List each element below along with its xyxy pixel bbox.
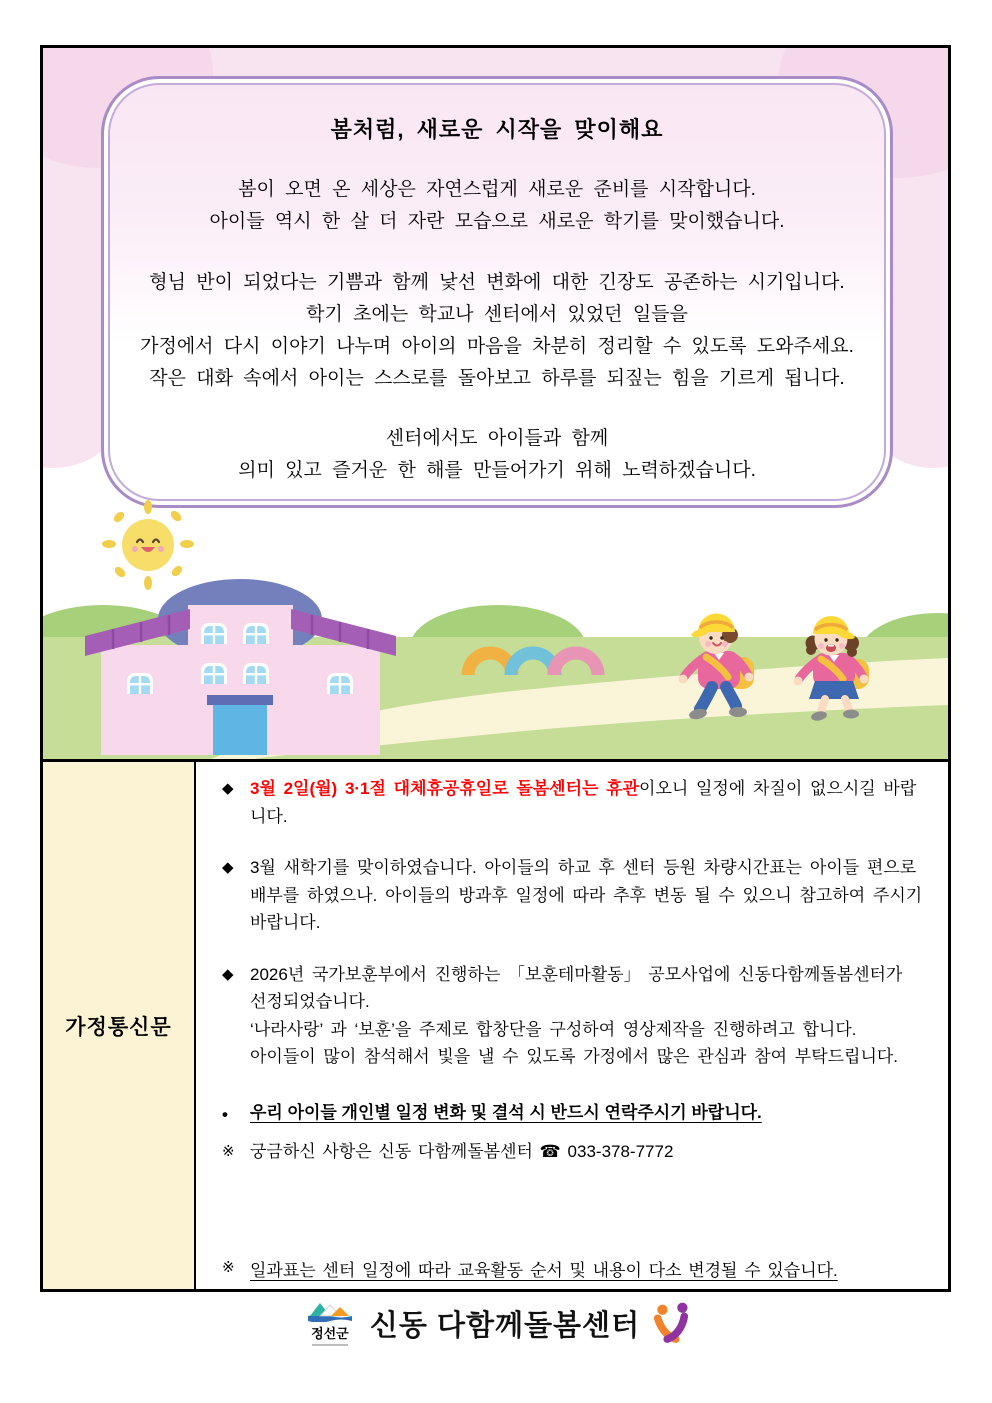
notice-item-rest: 이오니 일정에 차질이 없으시길 바랍니다. — [250, 779, 917, 826]
center-name: 신동 다함께돌봄센터 — [369, 1309, 641, 1342]
greeting-line: 학기 초에는 학교나 센터에서 있었던 일들을 — [306, 303, 688, 325]
notice-label-cell — [43, 762, 196, 1289]
important-notice — [222, 1099, 926, 1128]
notice-item-text: 3월 새학기를 맞이하였습니다. 아이들의 하교 후 센터 등원 차량시간표는 아이들 편으로 배부를 하였으나. 아이들의 방과후 일정에 따라 추후 변동 될 수 있으니 참고하여 주시기 바랍니다. — [250, 858, 923, 933]
greeting-line: 센터에서도 아이들과 함께 — [385, 428, 609, 450]
reference-mark-icon: ※ — [222, 1142, 235, 1160]
notice-item — [222, 961, 926, 1071]
greeting-bubble — [101, 76, 893, 508]
greeting-paragraph — [128, 423, 866, 487]
footer — [0, 1300, 992, 1346]
greeting-line: 형님 반이 되었다는 기쁨과 함께 낯선 변화에 대한 긴장도 공존하는 시기입니다. — [149, 271, 845, 293]
sun-icon — [102, 500, 194, 590]
greeting-line: 아이들 역시 한 살 더 자란 모습으로 새로운 학기를 맞이했습니다. — [209, 210, 785, 232]
holiday-highlight: 3월 2일(월) 3·1절 대체휴공휴일로 돌봄센터는 휴관 — [250, 779, 640, 798]
notice-item-line: ‘나라사랑’ 과 ‘보훈’을 주제로 합창단을 구성하여 영상제작을 진행하려고 합니다. — [250, 1019, 857, 1039]
schedule-footnote-text: 일과표는 센터 일정에 따라 교육활동 순서 및 내용이 다소 변경될 수 있습니다. — [250, 1261, 838, 1280]
greeting-title: 봄처럼, 새로운 시작을 맞이해요 — [330, 117, 664, 142]
schedule-footnote — [222, 1256, 838, 1281]
greeting-paragraph — [128, 174, 866, 238]
notice-item-text — [250, 961, 926, 1071]
diamond-bullet-icon: ◆ — [222, 859, 234, 877]
jeongseon-county-logo — [302, 1300, 358, 1346]
greeting-line: 봄이 오면 온 세상은 자연스럽게 새로운 준비를 시작합니다. — [238, 179, 756, 200]
reference-mark-icon: ※ — [222, 1259, 235, 1276]
notice-item-line: 2026년 국가보훈부에서 진행하는 「보훈테마활동」 공모사업에 신동다함께돌봄센터가 선정되었습니다. — [250, 964, 903, 1012]
heart-people-logo — [652, 1302, 690, 1344]
spring-scene-illustration — [43, 497, 948, 759]
notice-item-line: 아이들이 많이 참석해서 빛을 낼 수 있도록 가정에서 많은 관심과 참여 부탁드립니다. — [250, 1047, 899, 1067]
notice-label: 가정통신문 — [65, 1015, 172, 1039]
greeting-paragraph — [128, 267, 866, 395]
house-illustration — [85, 579, 396, 755]
dot-bullet-icon: • — [222, 1104, 228, 1124]
diamond-bullet-icon: ◆ — [222, 780, 234, 797]
notice-item — [222, 775, 926, 830]
greeting-line: 가정에서 다시 이야기 나누며 아이의 마음을 차분히 정리할 수 있도록 도와주세요. — [140, 335, 854, 357]
greeting-line: 의미 있고 즐거운 한 해를 만들어가기 위해 노력하겠습니다. — [238, 460, 756, 482]
mountains-icon — [307, 1300, 353, 1322]
notice-row — [43, 762, 948, 1289]
contact-text: 궁금하신 사항은 신동 다함께돌봄센터 ☎ 033-378-7772 — [250, 1141, 674, 1161]
diamond-bullet-icon: ◆ — [222, 965, 234, 983]
greeting-line: 작은 대화 속에서 아이는 스스로를 돌아보고 하루를 되짚는 힘을 기르게 됩니다. — [149, 367, 845, 389]
notice-content-cell — [196, 762, 948, 1289]
important-notice-underline: 우리 아이들 개인별 일정 변화 및 결석 시 반드시 연락주시기 바랍니다. — [250, 1102, 762, 1122]
county-caption-bar — [312, 1344, 348, 1346]
newsletter-document — [40, 45, 951, 1292]
important-notice-text — [250, 1099, 926, 1128]
notice-item — [222, 854, 926, 937]
contact-line — [222, 1138, 926, 1165]
county-name: 정선군 — [311, 1326, 349, 1341]
illustration-section — [43, 48, 948, 762]
notice-item-text — [250, 775, 926, 830]
